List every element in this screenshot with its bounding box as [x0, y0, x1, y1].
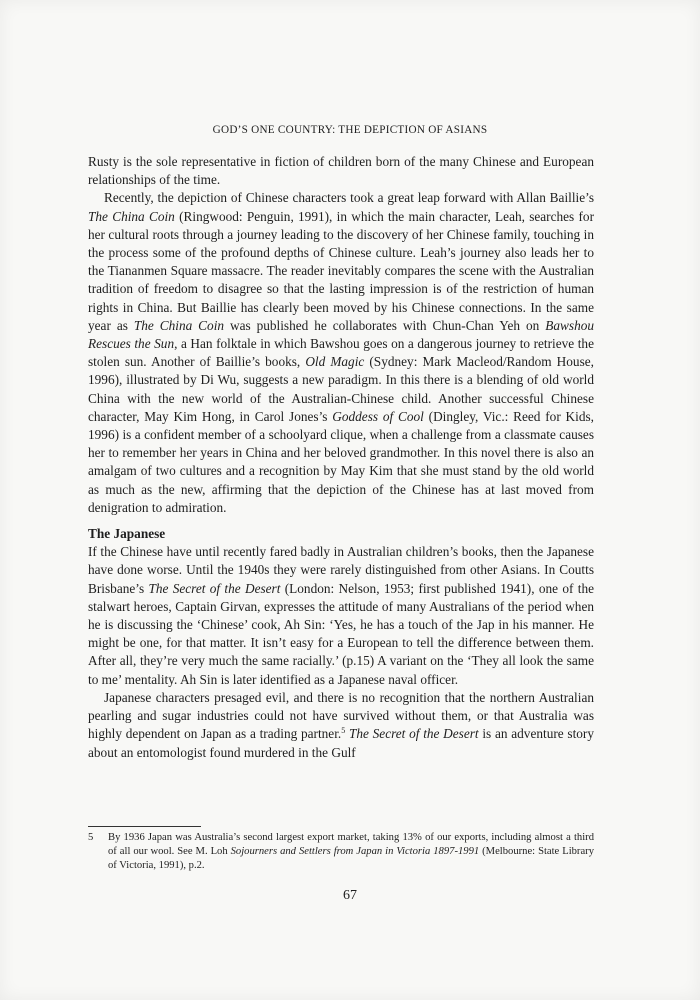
paragraph-2 — [88, 189, 594, 517]
paragraph-1: Rusty is the sole representative in fiction of children born of the many Chinese and European relationships of the time. — [88, 154, 594, 188]
footnote-rule — [88, 826, 201, 827]
text-run: (Ringwood: Penguin, 1991), in which the main character, Leah, searches for her cultural roots through a journey leading to the discovery of her Chinese family, touching in the process some of the profound depths of Chinese culture. Leah’s journey also leads her to the Tiananmen Square massacre. The reader inevitably compares the scene with the Australian tradition of freedom to disagree so that the lasting impression is of the restriction of human rights in China. But Baillie has clearly been moved by his Chinese connections. In the same year as — [88, 208, 594, 333]
footnote-number: 5 — [88, 832, 94, 843]
italic-title: Goddess of Cool — [332, 408, 424, 424]
paragraph-3 — [88, 543, 594, 689]
body-text — [88, 153, 594, 762]
italic-title: The China Coin — [88, 208, 175, 224]
text-run: (Dingley, Vic.: Reed for Kids, 1996) is a confident member of a schoolyard clique, when a challenge from a classmate causes her to remember her years in China and her beloved grandmother. In this novel there is also an amalgam of two cultures and a recognition by May Kim that she must stand by the old world as much as the new, affirming that the depiction of the Chinese has at last moved from denigration to admiration. — [88, 408, 594, 515]
running-head: GOD’S ONE COUNTRY: THE DEPICTION OF ASIANS — [212, 124, 488, 136]
footnote-marker: 5 — [341, 726, 346, 736]
italic-title: Bawshou Rescues the Sun — [88, 317, 595, 352]
italic-title: The China Coin — [133, 317, 225, 333]
italic-title: Sojourners and Settlers from Japan in Victoria 1897-1991 — [230, 846, 480, 858]
footnote-text — [108, 831, 594, 874]
text-run: If the Chinese have until recently fared badly in Australian children’s books, then the Japanese have done worse. Until the 1940s they were rarely distinguished from other Asians. In Coutts Brisbane’s — [88, 544, 594, 596]
footnote — [88, 831, 594, 874]
text-run: was published he collaborates with Chun-Chan Yeh on — [224, 317, 546, 333]
text-run: is an adventure story about an entomologist found murdered in the Gulf — [88, 726, 594, 760]
text-run: (Melbourne: State Library of Victoria, 1991), p.2. — [108, 846, 594, 872]
italic-title: The Secret of the Desert — [348, 726, 479, 742]
italic-title: Old Magic — [305, 354, 365, 370]
text-run: Japanese characters presaged evil, and there is no recognition that the northern Australian pearling and sugar industries could not have survived without them, or that Australia was highly dependent on Japan as a trading partner. — [88, 689, 594, 742]
section-heading: The Japanese — [88, 526, 166, 542]
page-number: 67 — [343, 888, 357, 903]
paragraph-4 — [88, 689, 594, 762]
text-run: , a Han folktale in which Bawshou goes on a dangerous journey to retrieve the stolen sun. Another of Baillie’s books, — [88, 336, 594, 370]
italic-title: The Secret of the Desert — [148, 580, 281, 596]
text-run: (Sydney: Mark Macleod/Random House, 1996), illustrated by Di Wu, suggests a new paradigm. In this there is a blending of old world China with the new world of the Australian-Chinese child. Another successful Chinese character, May Kim Hong, in Carol Jones’s — [88, 354, 594, 424]
text-run: By 1936 Japan was Australia’s second largest export market, taking 13% of our exports, including almost a third of all our wool. See M. Loh — [108, 832, 594, 858]
text-run: (London: Nelson, 1953; first published 1941), one of the stalwart heroes, Captain Girvan, expresses the attitude of many Australians of the period when he is discussing the ‘Chinese’ cook, Ah Sin: ‘Yes, he has a touch of the Jap in his manner. He might be one, for that matter. It isn’t easy for a European to tell the difference between them. After all, they’re very much the same racially.’ (p.15) A variant on the ‘They all look the same to me’ mentality. Ah Sin is later identified as a Japanese naval officer. — [88, 580, 594, 687]
text-run: Recently, the depiction of Chinese characters took a great leap forward with Allan Baillie’s — [104, 190, 594, 206]
